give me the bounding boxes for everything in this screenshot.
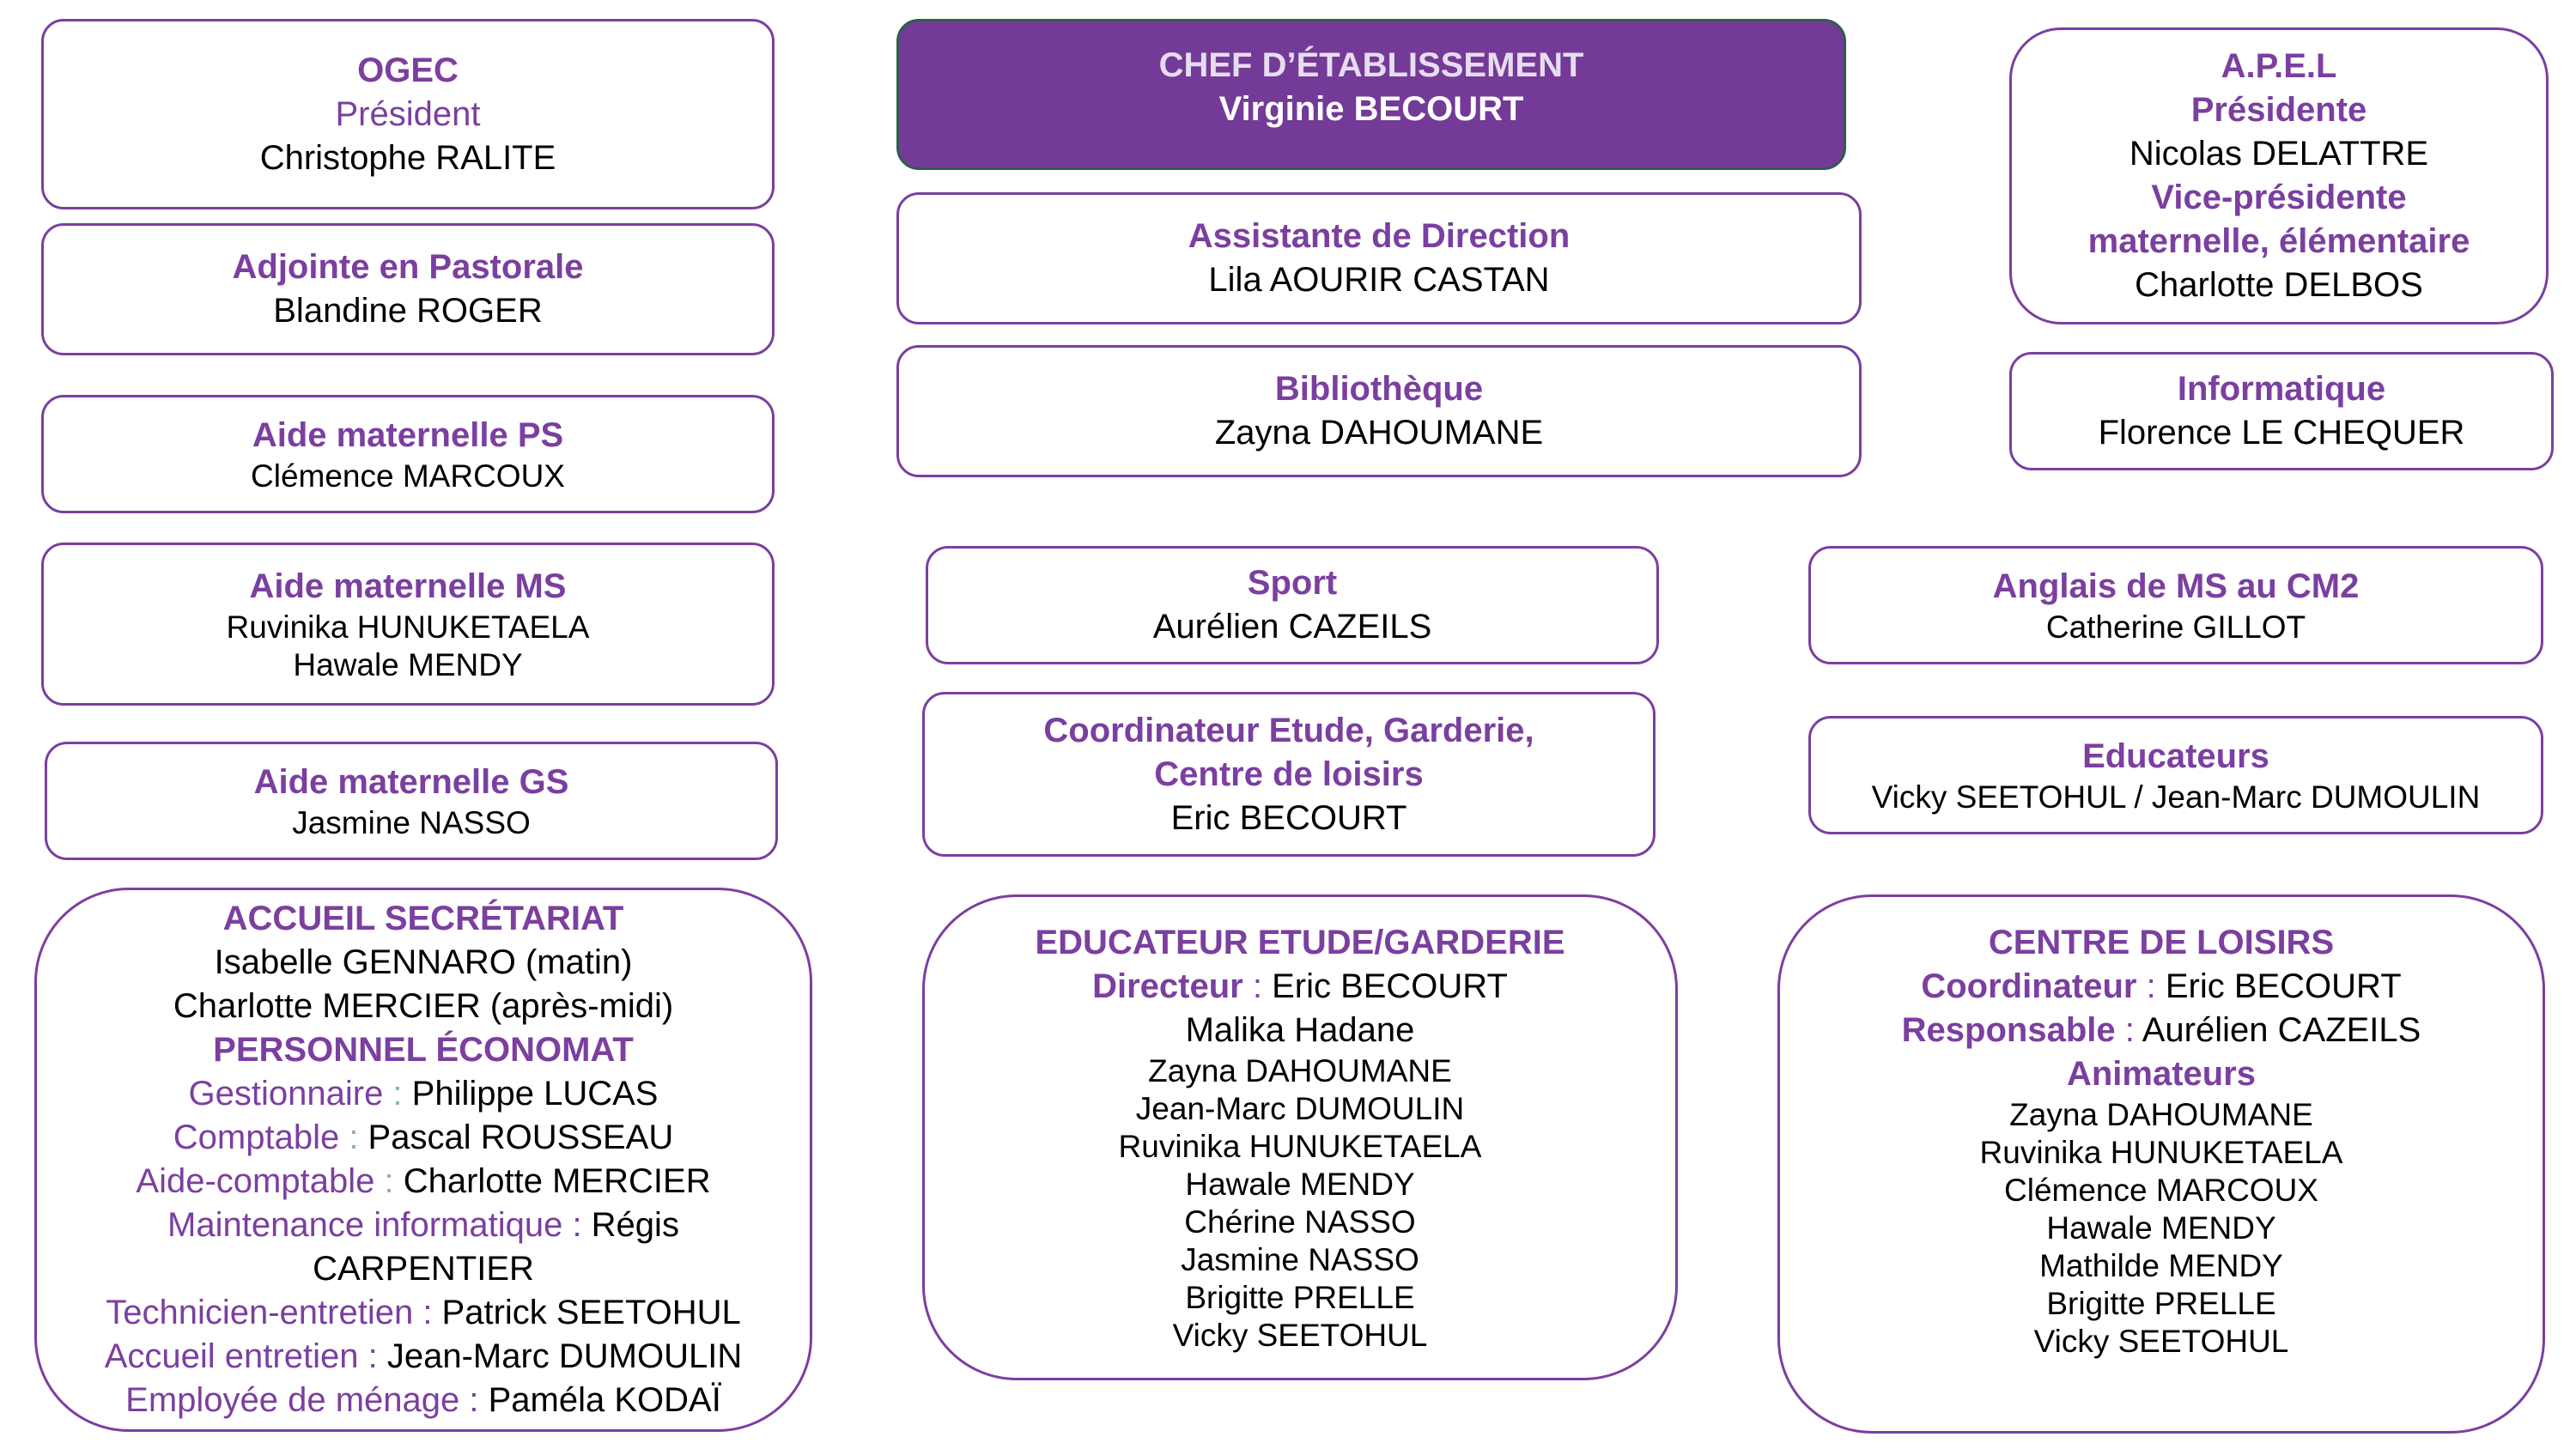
pastorale-name: Blandine ROGER <box>273 292 543 330</box>
loisirs-coordinateur: Coordinateur : Eric BECOURT <box>1921 967 2402 1005</box>
pastorale-box <box>41 223 775 355</box>
loisirs-member: Mathilde MENDY <box>2039 1248 2283 1283</box>
etude-member: Brigitte PRELLE <box>1185 1280 1415 1315</box>
sport-title: Sport <box>1247 564 1338 602</box>
etude-member: Ruvinika HUNUKETAELA <box>1118 1129 1482 1164</box>
apel-role: Vice-présidente <box>2151 179 2407 216</box>
etude-member: Vicky SEETOHUL <box>1172 1318 1428 1353</box>
loisirs-member: Brigitte PRELLE <box>2046 1286 2276 1321</box>
aide-ms-title: Aide maternelle MS <box>249 567 567 605</box>
aide-ms-name: Ruvinika HUNUKETAELA <box>226 609 590 645</box>
ogec-box <box>41 19 775 209</box>
educateurs-title: Educateurs <box>2082 737 2269 775</box>
apel-box <box>2009 27 2549 324</box>
etude-member: Chérine NASSO <box>1184 1204 1416 1240</box>
loisirs-member: Zayna DAHOUMANE <box>2009 1097 2313 1132</box>
etude-box <box>922 894 1678 1380</box>
coordinateur-title: Centre de loisirs <box>1154 755 1424 793</box>
ogec-name: Christophe RALITE <box>259 138 556 177</box>
apel-role: Présidente <box>2190 91 2367 129</box>
assistante-title: Assistante de Direction <box>1188 217 1571 255</box>
ogec-role: Président <box>335 94 481 133</box>
aide-gs-title: Aide maternelle GS <box>253 762 569 801</box>
economat-row: Aide-comptable : Charlotte MERCIER <box>136 1162 711 1200</box>
informatique-title: Informatique <box>2177 370 2386 408</box>
etude-member: Jasmine NASSO <box>1181 1242 1419 1277</box>
economat-row: Technicien-entretien : Patrick SEETOHUL <box>106 1294 741 1331</box>
ogec-title: OGEC <box>357 51 459 89</box>
bibliotheque-title: Bibliothèque <box>1274 370 1484 408</box>
pastorale-title: Adjointe en Pastorale <box>232 248 584 286</box>
apel-title: A.P.E.L <box>2221 47 2337 85</box>
aide-ps-name: Clémence MARCOUX <box>251 458 565 494</box>
economat-row: Employée de ménage : Paméla KODAÏ <box>125 1381 721 1419</box>
assistante-box <box>896 192 1862 324</box>
chef-title: CHEF D’ÉTABLISSEMENT <box>1158 46 1584 84</box>
accueil-name: Charlotte MERCIER (après-midi) <box>173 987 674 1025</box>
chef-box <box>896 19 1846 170</box>
loisirs-animateurs-title: Animateurs <box>2066 1055 2257 1093</box>
loisirs-box <box>1777 894 2545 1434</box>
accueil-title: ACCUEIL SECRÉTARIAT <box>222 900 624 937</box>
etude-member: Zayna DAHOUMANE <box>1148 1053 1452 1088</box>
loisirs-member: Vicky SEETOHUL <box>2033 1324 2289 1359</box>
economat-row: CARPENTIER <box>313 1250 534 1288</box>
anglais-name: Catherine GILLOT <box>2045 609 2306 645</box>
loisirs-responsable: Responsable : Aurélien CAZEILS <box>1901 1011 2421 1049</box>
apel-name: Charlotte DELBOS <box>2135 266 2423 304</box>
coordinateur-name: Eric BECOURT <box>1170 798 1407 837</box>
etude-title: EDUCATEUR ETUDE/GARDERIE <box>1035 924 1565 961</box>
aide-gs-box <box>45 742 778 860</box>
educateurs-name: Vicky SEETOHUL / Jean-Marc DUMOULIN <box>1871 779 2481 815</box>
apel-role: maternelle, élémentaire <box>2087 222 2470 260</box>
aide-gs-name: Jasmine NASSO <box>292 804 531 840</box>
aide-ps-box <box>41 395 775 513</box>
etude-member: Malika Hadane <box>1185 1011 1415 1049</box>
economat-row: Comptable : Pascal ROUSSEAU <box>173 1119 674 1156</box>
educateurs-box <box>1808 716 2543 834</box>
informatique-box <box>2009 352 2554 470</box>
sport-box <box>926 546 1659 664</box>
aide-ps-title: Aide maternelle PS <box>252 415 564 454</box>
anglais-title: Anglais de MS au CM2 <box>1992 567 2360 605</box>
anglais-box <box>1808 546 2543 664</box>
loisirs-title: CENTRE DE LOISIRS <box>1988 924 2335 961</box>
accueil-box <box>34 888 812 1432</box>
loisirs-member: Hawale MENDY <box>2046 1210 2276 1246</box>
informatique-name: Florence LE CHEQUER <box>2098 414 2465 452</box>
bibliotheque-box <box>896 345 1862 477</box>
coordinateur-title: Coordinateur Etude, Garderie, <box>1043 711 1534 749</box>
economat-row: Gestionnaire : Philippe LUCAS <box>188 1075 659 1113</box>
sport-name: Aurélien CAZEILS <box>1152 608 1432 646</box>
accueil-name: Isabelle GENNARO (matin) <box>214 943 633 981</box>
etude-director: Directeur : Eric BECOURT <box>1092 967 1508 1005</box>
coordinateur-box <box>922 692 1656 857</box>
assistante-name: Lila AOURIR CASTAN <box>1208 261 1550 299</box>
loisirs-member: Ruvinika HUNUKETAELA <box>1979 1135 2343 1170</box>
economat-row: Accueil entretien : Jean-Marc DUMOULIN <box>104 1337 743 1375</box>
etude-member: Jean-Marc DUMOULIN <box>1135 1091 1465 1126</box>
aide-ms-name: Hawale MENDY <box>293 646 523 682</box>
chef-name: Virginie BECOURT <box>1218 90 1524 128</box>
loisirs-member: Clémence MARCOUX <box>2004 1173 2318 1208</box>
bibliotheque-name: Zayna DAHOUMANE <box>1214 414 1544 452</box>
economat-title: PERSONNEL ÉCONOMAT <box>213 1031 634 1069</box>
aide-ms-box <box>41 543 775 706</box>
apel-name: Nicolas DELATTRE <box>2129 135 2429 173</box>
economat-row: Maintenance informatique : Régis <box>167 1206 679 1244</box>
etude-member: Hawale MENDY <box>1185 1167 1415 1202</box>
